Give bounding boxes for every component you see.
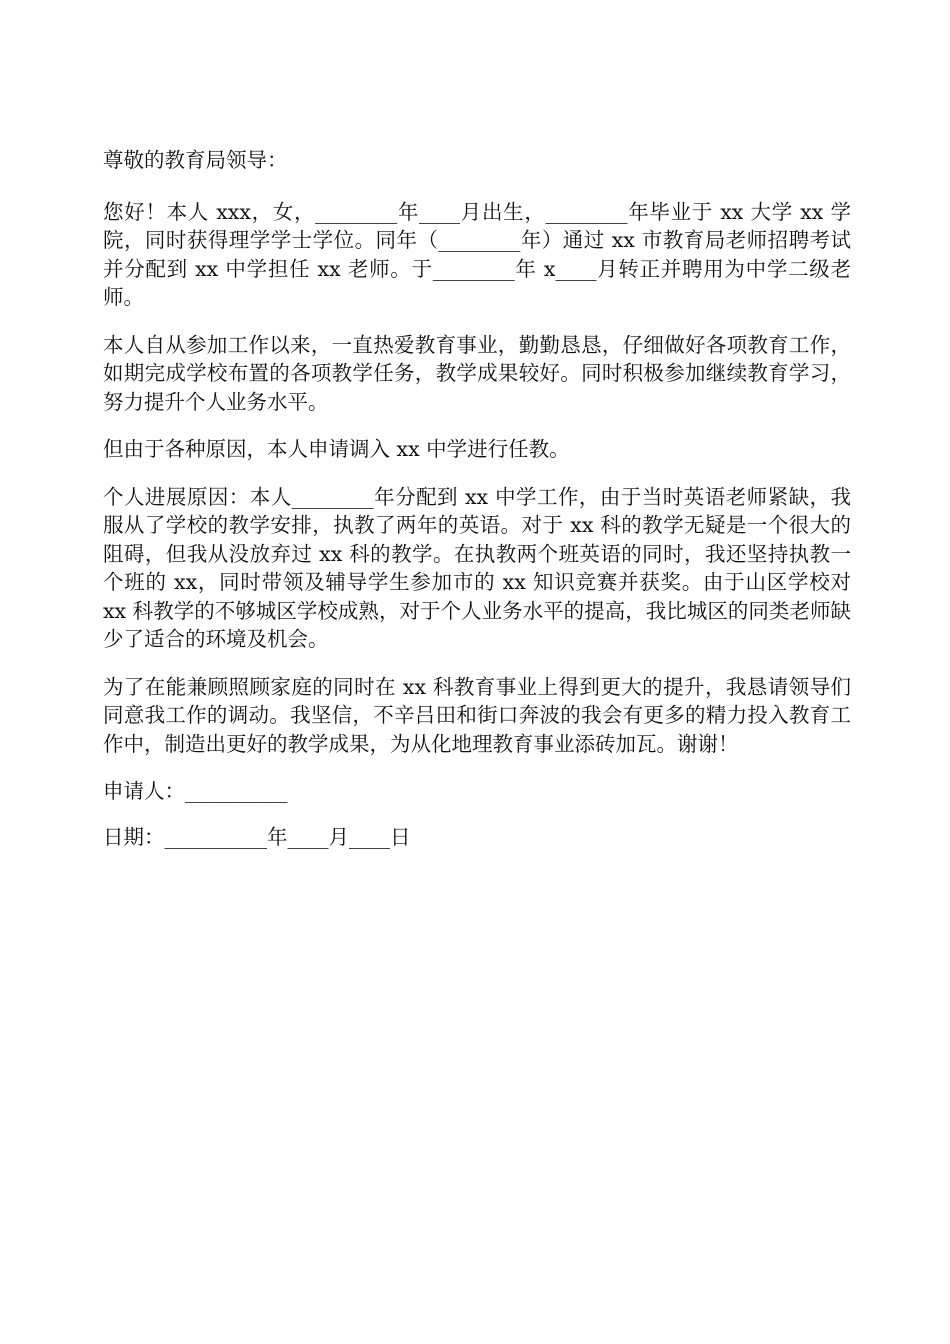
date-line: 日期：__________年____月____日 [103,824,411,849]
salutation: 尊敬的教育局领导： [103,148,288,172]
paragraph-work: 本人自从参加工作以来，一直热爱教育事业，勤勤恳恳，仔细做好各项教育工作，如期完成学校布置的各项教学任务，教学成果较好。同时积极参加继续教育学习，努力提升个人业务水平。 [103,332,851,414]
applicant-line: 申请人：__________ [103,779,288,803]
paragraph-reasons: 个人进展原因：本人________年分配到 xx 中学工作，由于当时英语老师紧缺，我服从了学校的教学安排，执教了两年的英语。对于 xx 科的教学无疑是一个很大的阻碍，但我从没放弃过 xx 科的教学。在执教两个班英语的同时，我还坚持执教一个班的 xx，同时带领及辅导学生参加市的 xx 知识竞赛并获奖。由于山区学校对 xx 科教学的不够城区学校成熟，对于个人业务水平的提高，我比城区的同类老师缺少了适合的环境及机会。 [103,484,851,651]
letter-body [103,146,851,868]
paragraph-closing: 为了在能兼顾照顾家庭的同时在 xx 科教育事业上得到更大的提升，我恳请领导们同意我工作的调动。我坚信，不辛吕田和街口奔波的我会有更多的精力投入教育工作中，制造出更好的教学成果，为从化地理教育事业添砖加瓦。谢谢！ [103,674,851,756]
paragraph-intro: 您好！本人 xxx，女，________年____月出生，________年毕业于 xx 大学 xx 学院，同时获得理学学士学位。同年（________年）通过 xx 市教育局老师招聘考试并分配到 xx 中学担任 xx 老师。于________年 x____月转正并聘用为中学二级老师。 [103,199,851,309]
paragraph-request: 但由于各种原因，本人申请调入 xx 中学进行任教。 [103,437,570,461]
